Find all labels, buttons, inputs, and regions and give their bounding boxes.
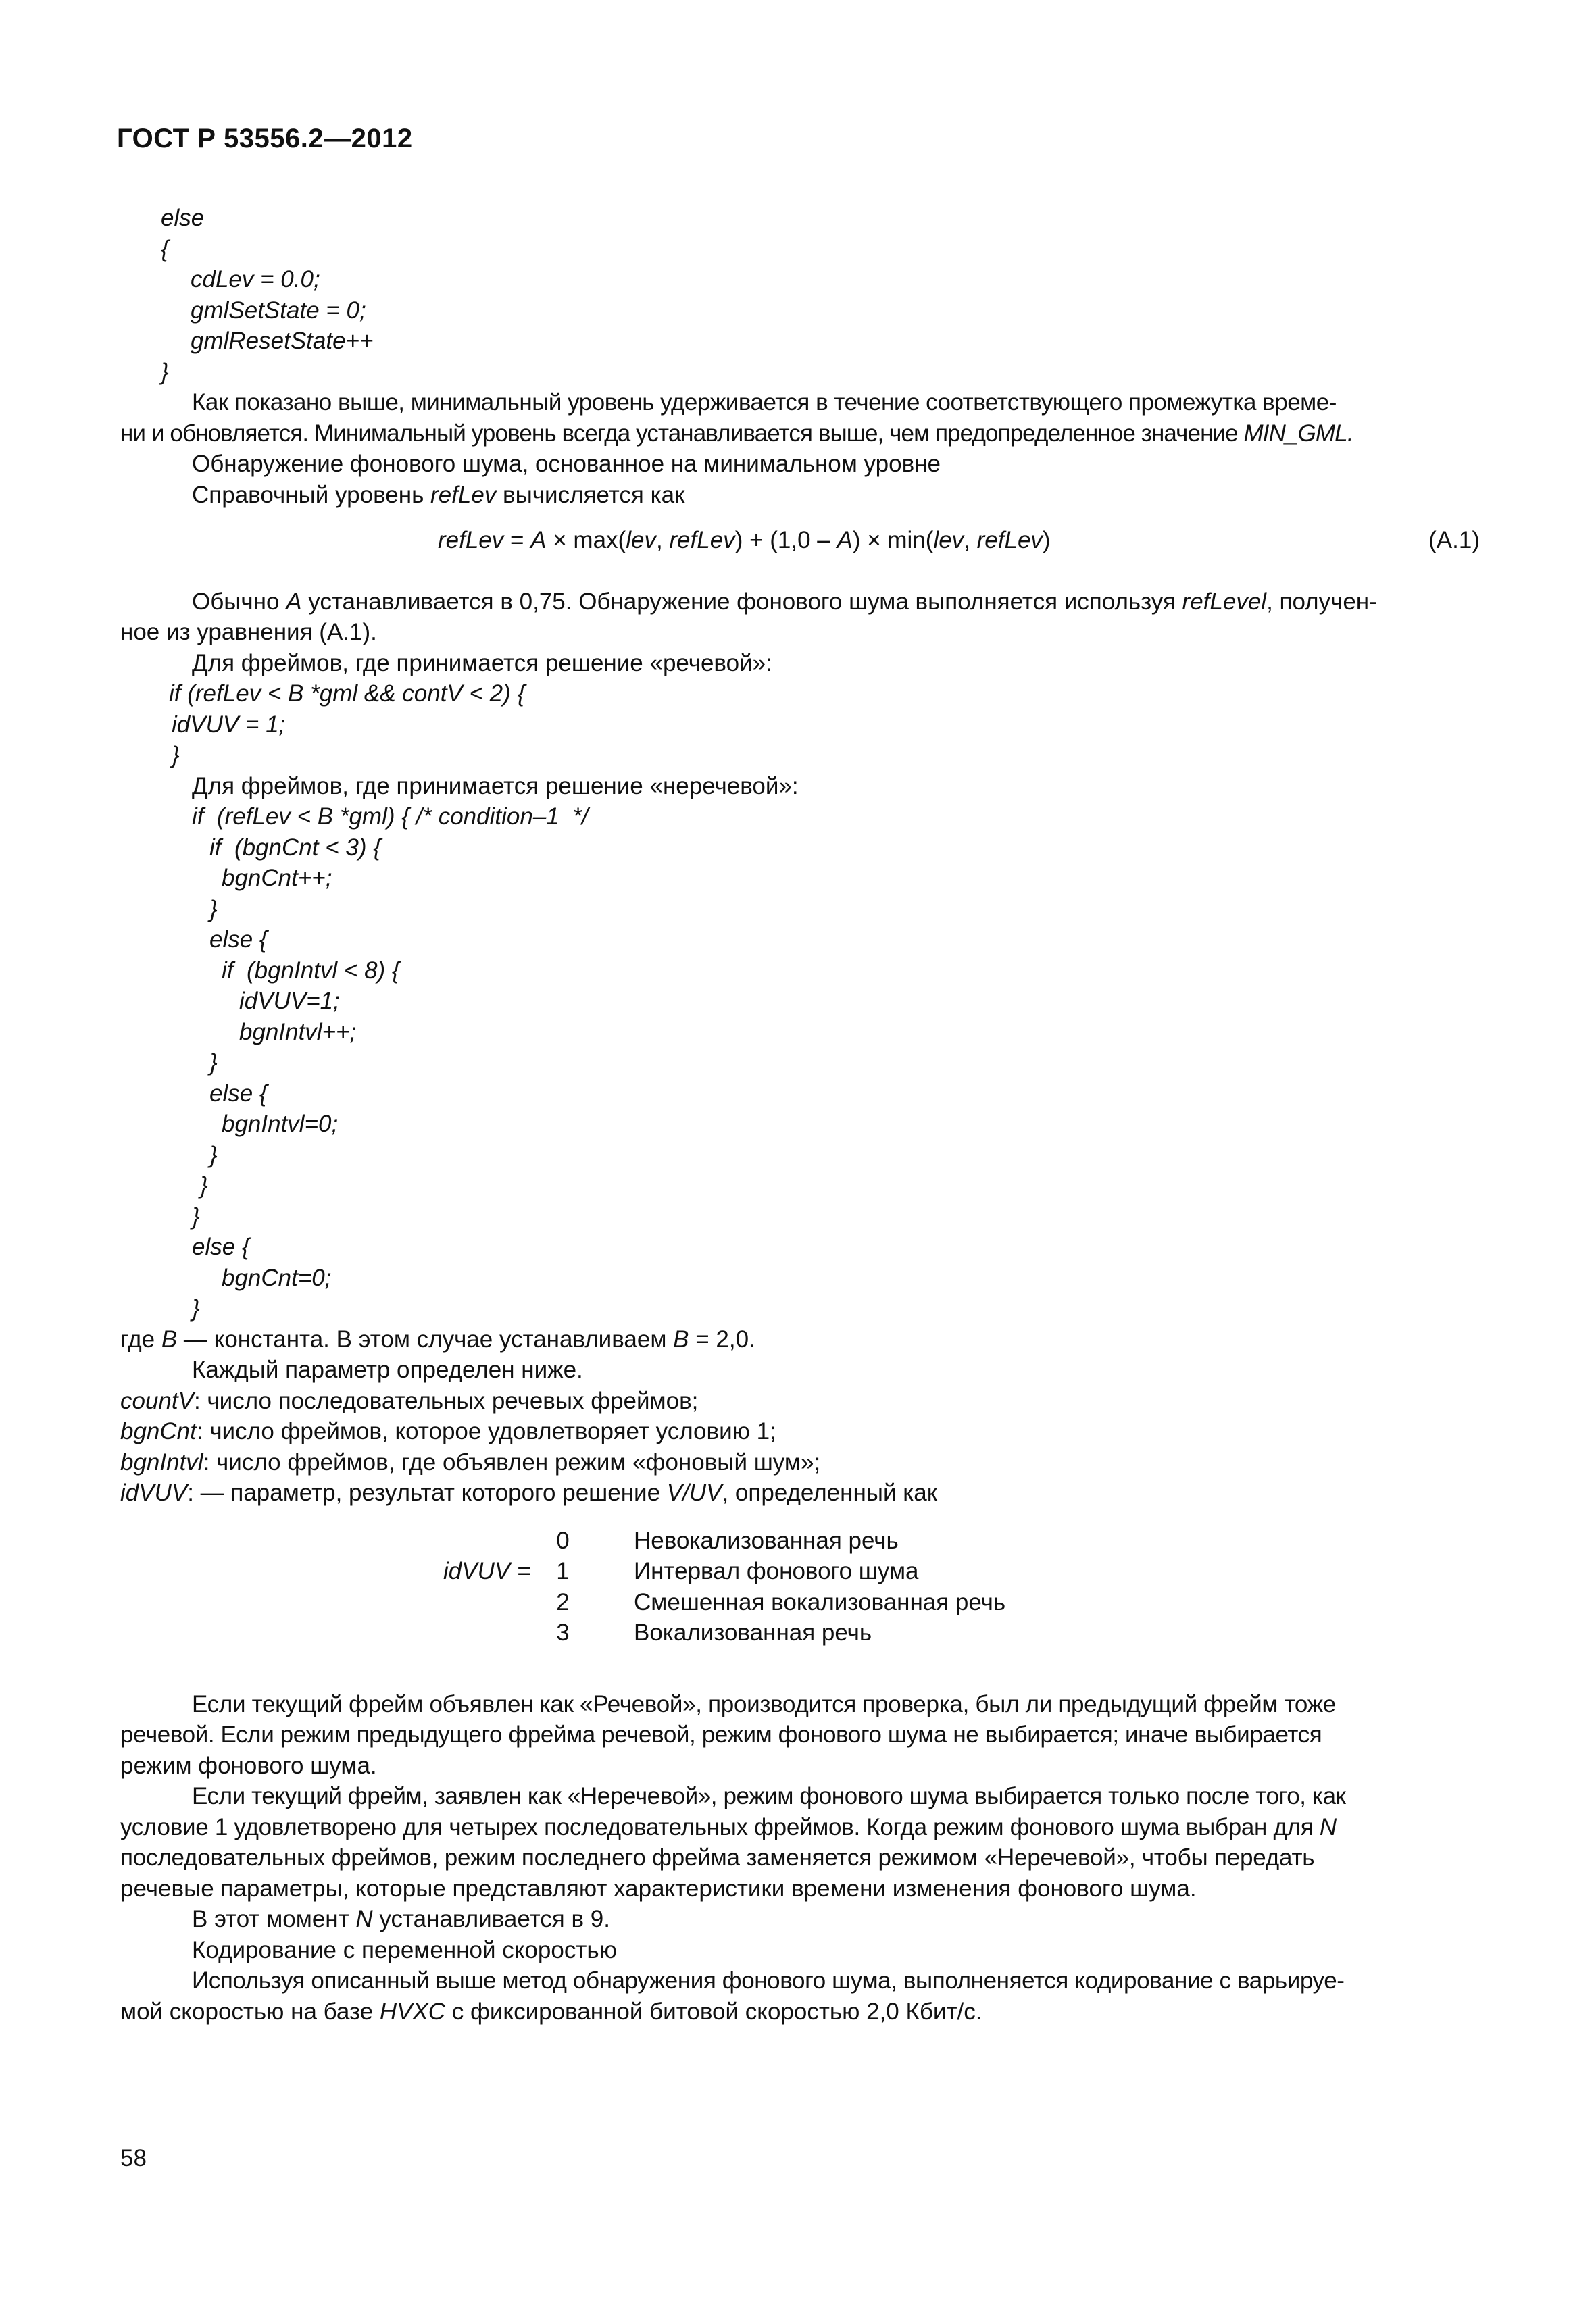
text-span: Обнаружение фонового шума, основанное на минимальном уровне <box>192 451 941 477</box>
vuv-value: 2 <box>556 1588 570 1615</box>
paragraph-line <box>120 480 1480 511</box>
code-line: if (refLev < B *gml && contV < 2) { <box>169 680 526 707</box>
definition-line <box>120 1478 1480 1509</box>
text-span: В этот момент <box>192 1906 356 1932</box>
vuv-value: 0 <box>556 1527 570 1554</box>
text-span: Как показано выше, минимальный уровень удерживается в течение соответствующего промежутка време- <box>192 389 1337 416</box>
vuv-value: 1 <box>556 1558 570 1584</box>
code-line: if (bgnIntvl < 8) { <box>222 957 400 984</box>
page-number: 58 <box>120 2145 147 2171</box>
code-line: cdLev = 0.0; <box>191 266 320 293</box>
variable-span: refLev <box>430 481 497 508</box>
text-span: мой скоростью на базе <box>120 1998 380 2025</box>
paragraph-line <box>120 1904 1480 1935</box>
code-line: gmlResetState++ <box>191 328 374 354</box>
text-span: где <box>120 1326 161 1353</box>
text-span: , получен- <box>1266 588 1377 615</box>
text-span: Обычно <box>192 588 286 615</box>
paragraph-line <box>120 449 1480 480</box>
paragraph-line <box>120 1324 1480 1355</box>
variable-span: bgnCnt <box>120 1418 197 1444</box>
vuv-description: Невокализованная речь <box>634 1527 899 1554</box>
paragraph-line: Используя описанный выше метод обнаружения фонового шума, выполненяется кодирование с варьируе- <box>192 1967 1345 1994</box>
variable-span: B <box>673 1326 689 1353</box>
paragraph-line: Если текущий фрейм, заявлен как «Неречевой», режим фонового шума выбирается только после того, как <box>192 1783 1346 1809</box>
text-span: устанавливается в 0,75. Обнаружение фонового шума выполняется используя <box>301 588 1182 615</box>
code-line: } <box>192 1203 200 1230</box>
code-line: bgnIntvl++; <box>239 1018 357 1045</box>
code-line: else { <box>209 926 268 953</box>
code-line: bgnCnt++; <box>222 865 332 891</box>
code-line: idVUV=1; <box>239 988 340 1014</box>
variable-span: V/UV <box>666 1480 722 1506</box>
code-line: } <box>161 358 169 385</box>
text-span: с фиксированной битовой скоростью 2,0 Кбит/с. <box>445 1998 982 2025</box>
paragraph-line: режим фонового шума. <box>120 1752 377 1779</box>
variable-span: N <box>355 1906 373 1932</box>
text-span: Справочный уровень <box>192 481 431 508</box>
variable-span: countV <box>120 1387 194 1414</box>
paragraph-line: Каждый параметр определен ниже. <box>192 1357 583 1383</box>
code-line: } <box>209 895 218 922</box>
text-span: : число фреймов, где объявлен режим «фоновый шум»; <box>203 1449 821 1476</box>
definition-line <box>120 1416 1480 1447</box>
equation-expression: refLev = A × max(lev, refLev) + (1,0 – A) × min(lev, refLev) <box>438 527 1051 553</box>
code-line: idVUV = 1; <box>172 711 286 738</box>
variable-span: idVUV <box>120 1480 188 1506</box>
paragraph-line: Если текущий фрейм объявлен как «Речевой», производится проверка, был ли предыдущий фрейм тоже <box>192 1690 1336 1717</box>
code-line: } <box>200 1172 208 1199</box>
paragraph-line <box>120 1812 1480 1843</box>
paragraph-line <box>120 586 1480 618</box>
text-span: : число последовательных речевых фреймов; <box>193 1387 699 1414</box>
variable-span: A <box>286 588 302 615</box>
code-line: else <box>161 205 205 231</box>
code-line: { <box>161 235 169 262</box>
paragraph-line: Кодирование с переменной скоростью <box>192 1936 617 1963</box>
variable-span: refLevel <box>1182 588 1267 615</box>
variable-span: HVXC <box>379 1998 446 2025</box>
page-content <box>120 203 1480 2027</box>
paragraph-line <box>120 1996 1480 2028</box>
paragraph-line: последовательных фреймов, режим последнего фрейма заменяется режимом «Неречевой», чтобы передать <box>120 1844 1315 1871</box>
code-line: else { <box>209 1080 268 1107</box>
text-span: = 2,0. <box>689 1326 755 1353</box>
variable-span: bgnIntvl <box>120 1449 203 1476</box>
code-line: } <box>192 1295 200 1322</box>
code-line: bgnCnt=0; <box>222 1264 332 1291</box>
equation-number: (А.1) <box>1428 527 1480 553</box>
code-line: } <box>209 1049 218 1076</box>
text-span: — константа. В этом случае устанавливаем <box>177 1326 674 1353</box>
text-span: : — параметр, результат которого решение <box>187 1480 667 1506</box>
definition-line <box>120 1386 1480 1417</box>
paragraph-line <box>120 418 1480 449</box>
vuv-label: idVUV = <box>443 1558 531 1584</box>
text-span: устанавливается в 9. <box>372 1906 610 1932</box>
text-span: вычисляется как <box>496 481 685 508</box>
code-line: if (bgnCnt < 3) { <box>209 834 381 861</box>
code-line: else { <box>192 1234 250 1260</box>
vuv-value: 3 <box>556 1619 570 1646</box>
paragraph-line: речевые параметры, которые представляют характеристики времени изменения фонового шума. <box>120 1875 1197 1902</box>
vuv-description: Вокализованная речь <box>634 1619 872 1646</box>
vuv-description: Интервал фонового шума <box>634 1558 919 1584</box>
text-span: : число фреймов, которое удовлетворяет условию 1; <box>196 1418 776 1444</box>
variable-span: B <box>161 1326 178 1353</box>
code-line: gmlSetState = 0; <box>191 297 366 324</box>
paragraph-line: ное из уравнения (А.1). <box>120 619 377 645</box>
paragraph-line: речевой. Если режим предыдущего фрейма речевой, режим фонового шума не выбирается; иначе выбирается <box>120 1721 1322 1748</box>
vuv-description: Смешенная вокализованная речь <box>634 1588 1006 1615</box>
variable-span: MIN_GML. <box>1243 420 1353 447</box>
paragraph-line: Для фреймов, где принимается решение «речевой»: <box>192 649 772 676</box>
equation-a1 <box>120 525 1480 556</box>
paragraph-line <box>120 387 1480 418</box>
text-span: условие 1 удовлетворено для четырех последовательных фреймов. Когда режим фонового шума выбран для <box>120 1813 1320 1840</box>
code-line: } <box>209 1141 218 1168</box>
paragraph-line: Для фреймов, где принимается решение «неречевой»: <box>192 772 799 799</box>
definition-line <box>120 1447 1480 1478</box>
code-line: if (refLev < B *gml) { /* condition–1 */ <box>192 803 589 830</box>
vuv-definition-table <box>120 1526 1480 1649</box>
text-span: ни и обновляется. Минимальный уровень всегда устанавливается выше, чем предопределенное значение <box>120 420 1244 447</box>
code-line: } <box>172 742 180 768</box>
code-line: bgnIntvl=0; <box>222 1111 339 1137</box>
text-span: , определенный как <box>722 1480 938 1506</box>
document-header: ГОСТ Р 53556.2—2012 <box>117 124 413 153</box>
variable-span: N <box>1319 1813 1337 1840</box>
